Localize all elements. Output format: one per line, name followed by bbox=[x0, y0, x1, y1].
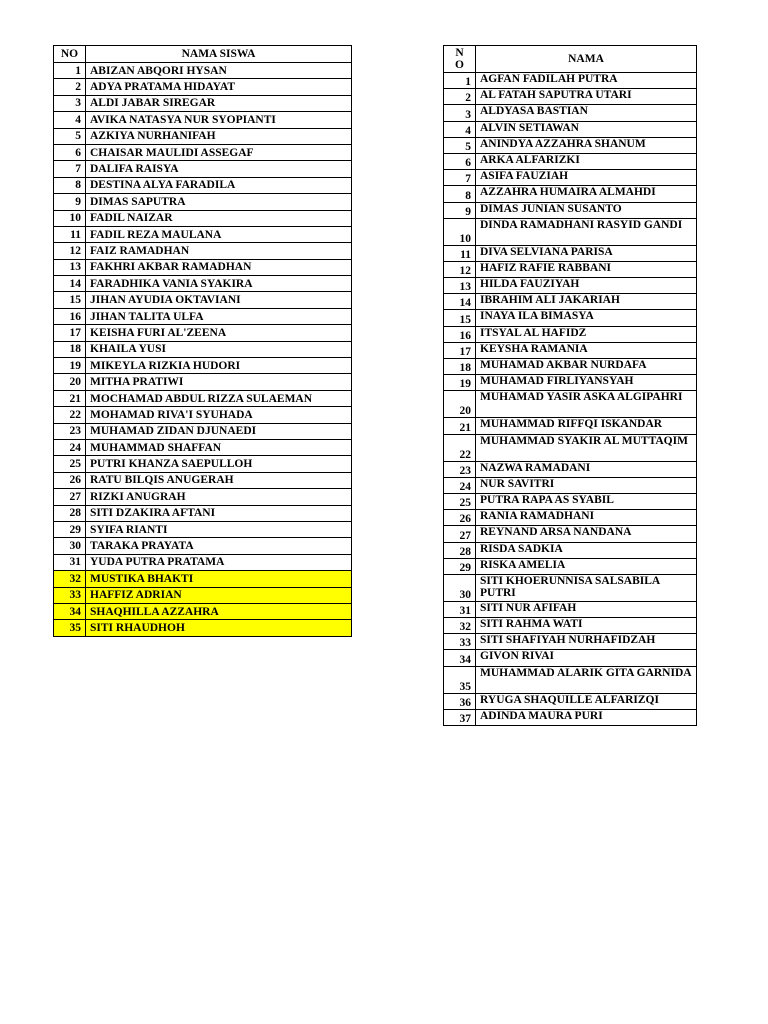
student-name: MUHAMAD ZIDAN DJUNAEDI bbox=[86, 423, 352, 439]
student-name: REYNAND ARSA NANDANA bbox=[476, 526, 697, 542]
table-row bbox=[444, 666, 697, 693]
table-row bbox=[54, 374, 352, 390]
student-table-left bbox=[53, 45, 352, 637]
student-name: ALDI JABAR SIREGAR bbox=[86, 95, 352, 111]
student-name: KEISHA FURI AL'ZEENA bbox=[86, 325, 352, 341]
row-number: 15 bbox=[444, 310, 476, 326]
table-row bbox=[444, 461, 697, 477]
row-number: 34 bbox=[54, 603, 86, 619]
table-row bbox=[54, 390, 352, 406]
student-name: MUHAMMAD RIFFQI ISKANDAR bbox=[476, 418, 697, 434]
row-number: 30 bbox=[444, 574, 476, 601]
student-name: MITHA PRATIWI bbox=[86, 374, 352, 390]
table-row bbox=[444, 434, 697, 461]
student-name: SITI NUR AFIFAH bbox=[476, 601, 697, 617]
student-name: GIVON RIVAI bbox=[476, 650, 697, 666]
table-row bbox=[54, 79, 352, 95]
row-number: 5 bbox=[444, 137, 476, 153]
student-name: MUHAMMAD SHAFFAN bbox=[86, 439, 352, 455]
column-header-name: NAMA bbox=[476, 46, 697, 73]
row-number: 29 bbox=[444, 558, 476, 574]
table-row bbox=[444, 574, 697, 601]
student-name: RATU BILQIS ANUGERAH bbox=[86, 472, 352, 488]
table-row bbox=[444, 153, 697, 169]
student-name: FARADHIKA VANIA SYAKIRA bbox=[86, 276, 352, 292]
student-name: AZKIYA NURHANIFAH bbox=[86, 128, 352, 144]
student-name: RYUGA SHAQUILLE ALFARIZQI bbox=[476, 693, 697, 709]
row-number: 31 bbox=[54, 554, 86, 570]
table-row bbox=[444, 375, 697, 391]
row-number: 8 bbox=[54, 177, 86, 193]
row-number: 7 bbox=[444, 170, 476, 186]
table-row bbox=[54, 194, 352, 210]
table-row bbox=[54, 276, 352, 292]
student-table-right bbox=[443, 45, 697, 726]
table-header-row bbox=[444, 46, 697, 73]
student-name: HAFIZ RAFIE RABBANI bbox=[476, 261, 697, 277]
student-name: SYIFA RIANTI bbox=[86, 521, 352, 537]
student-name: MUHAMMAD SYAKIR AL MUTTAQIM bbox=[476, 434, 697, 461]
row-number: 18 bbox=[54, 341, 86, 357]
column-header-name: NAMA SISWA bbox=[86, 46, 352, 63]
row-number: 30 bbox=[54, 538, 86, 554]
table-row bbox=[444, 693, 697, 709]
row-number: 36 bbox=[444, 693, 476, 709]
student-name: MUHAMAD AKBAR NURDAFA bbox=[476, 359, 697, 375]
row-number: 25 bbox=[54, 456, 86, 472]
table-row bbox=[444, 342, 697, 358]
row-number: 17 bbox=[444, 342, 476, 358]
row-number: 10 bbox=[54, 210, 86, 226]
student-name: MOCHAMAD ABDUL RIZZA SULAEMAN bbox=[86, 390, 352, 406]
student-name: JIHAN TALITA ULFA bbox=[86, 308, 352, 324]
student-name: ALVIN SETIAWAN bbox=[476, 121, 697, 137]
row-number: 22 bbox=[54, 407, 86, 423]
row-number: 27 bbox=[54, 489, 86, 505]
table-row bbox=[54, 341, 352, 357]
table-row bbox=[444, 558, 697, 574]
row-number: 8 bbox=[444, 186, 476, 202]
student-name: FAIZ RAMADHAN bbox=[86, 243, 352, 259]
student-name: NAZWA RAMADANI bbox=[476, 461, 697, 477]
student-name: YUDA PUTRA PRATAMA bbox=[86, 554, 352, 570]
row-number: 11 bbox=[444, 245, 476, 261]
row-number: 32 bbox=[444, 618, 476, 634]
student-name: FADIL REZA MAULANA bbox=[86, 226, 352, 242]
student-name: ALDYASA BASTIAN bbox=[476, 105, 697, 121]
table-row bbox=[54, 456, 352, 472]
table-row bbox=[54, 308, 352, 324]
student-name: MIKEYLA RIZKIA HUDORI bbox=[86, 358, 352, 374]
student-name: ANINDYA AZZAHRA SHANUM bbox=[476, 137, 697, 153]
table-body bbox=[444, 73, 697, 726]
table-row bbox=[444, 137, 697, 153]
student-name: DIMAS SAPUTRA bbox=[86, 194, 352, 210]
row-number: 25 bbox=[444, 493, 476, 509]
row-number: 27 bbox=[444, 526, 476, 542]
row-number: 17 bbox=[54, 325, 86, 341]
row-number: 14 bbox=[54, 276, 86, 292]
row-number: 23 bbox=[444, 461, 476, 477]
student-name: SITI DZAKIRA AFTANI bbox=[86, 505, 352, 521]
table-row bbox=[444, 310, 697, 326]
student-name: RANIA RAMADHANI bbox=[476, 510, 697, 526]
table-row bbox=[54, 587, 352, 603]
student-name: SITI RHAUDHOH bbox=[86, 620, 352, 636]
row-number: 16 bbox=[54, 308, 86, 324]
row-number: 10 bbox=[444, 218, 476, 245]
table-row bbox=[444, 294, 697, 310]
student-name: DIVA SELVIANA PARISA bbox=[476, 245, 697, 261]
row-number: 28 bbox=[444, 542, 476, 558]
row-number: 28 bbox=[54, 505, 86, 521]
student-name: AGFAN FADILAH PUTRA bbox=[476, 73, 697, 89]
row-number: 3 bbox=[54, 95, 86, 111]
student-name: KHAILA YUSI bbox=[86, 341, 352, 357]
student-name: FAKHRI AKBAR RAMADHAN bbox=[86, 259, 352, 275]
table-row bbox=[444, 261, 697, 277]
student-name: RIZKI ANUGRAH bbox=[86, 489, 352, 505]
table-row bbox=[444, 526, 697, 542]
row-number: 14 bbox=[444, 294, 476, 310]
row-number: 22 bbox=[444, 434, 476, 461]
row-number: 21 bbox=[444, 418, 476, 434]
table-row bbox=[54, 259, 352, 275]
student-name: ADYA PRATAMA HIDAYAT bbox=[86, 79, 352, 95]
table-row bbox=[444, 245, 697, 261]
table-row bbox=[54, 292, 352, 308]
table-row bbox=[444, 542, 697, 558]
table-row bbox=[54, 95, 352, 111]
student-name: MUHAMAD FIRLIYANSYAH bbox=[476, 375, 697, 391]
table-row bbox=[444, 218, 697, 245]
row-number: 7 bbox=[54, 161, 86, 177]
row-number: 1 bbox=[54, 63, 86, 79]
student-name: DINDA RAMADHANI RASYID GANDI bbox=[476, 218, 697, 245]
table-row bbox=[444, 186, 697, 202]
table-row bbox=[444, 418, 697, 434]
row-number: 32 bbox=[54, 571, 86, 587]
table-row bbox=[54, 112, 352, 128]
row-number: 1 bbox=[444, 73, 476, 89]
student-name: KEYSHA RAMANIA bbox=[476, 342, 697, 358]
row-number: 34 bbox=[444, 650, 476, 666]
table-row bbox=[444, 618, 697, 634]
table-row bbox=[54, 210, 352, 226]
table-body bbox=[54, 63, 352, 637]
table-row bbox=[444, 326, 697, 342]
student-name: ADINDA MAURA PURI bbox=[476, 709, 697, 725]
student-name: DIMAS JUNIAN SUSANTO bbox=[476, 202, 697, 218]
row-number: 33 bbox=[54, 587, 86, 603]
row-number: 16 bbox=[444, 326, 476, 342]
table-row bbox=[54, 358, 352, 374]
row-number: 12 bbox=[444, 261, 476, 277]
student-name: ASIFA FAUZIAH bbox=[476, 170, 697, 186]
row-number: 13 bbox=[444, 278, 476, 294]
row-number: 9 bbox=[444, 202, 476, 218]
table-row bbox=[54, 620, 352, 636]
student-name: AVIKA NATASYA NUR SYOPIANTI bbox=[86, 112, 352, 128]
row-number: 20 bbox=[444, 391, 476, 418]
student-name: CHAISAR MAULIDI ASSEGAF bbox=[86, 144, 352, 160]
student-name: MOHAMAD RIVA'I SYUHADA bbox=[86, 407, 352, 423]
student-name: PUTRA RAPA AS SYABIL bbox=[476, 493, 697, 509]
table-row bbox=[54, 521, 352, 537]
table-row bbox=[444, 634, 697, 650]
student-name: AZZAHRA HUMAIRA ALMAHDI bbox=[476, 186, 697, 202]
table-row bbox=[444, 601, 697, 617]
row-number: 24 bbox=[444, 477, 476, 493]
row-number: 4 bbox=[54, 112, 86, 128]
student-name: DALIFA RAISYA bbox=[86, 161, 352, 177]
column-header-no bbox=[444, 46, 476, 73]
table-row bbox=[54, 489, 352, 505]
row-number: 2 bbox=[54, 79, 86, 95]
table-row bbox=[444, 89, 697, 105]
row-number: 19 bbox=[444, 375, 476, 391]
table-row bbox=[54, 243, 352, 259]
row-number: 21 bbox=[54, 390, 86, 406]
row-number: 29 bbox=[54, 521, 86, 537]
row-number: 26 bbox=[444, 510, 476, 526]
student-name: IBRAHIM ALI JAKARIAH bbox=[476, 294, 697, 310]
student-name: HAFFIZ ADRIAN bbox=[86, 587, 352, 603]
column-header-no: NO bbox=[54, 46, 86, 63]
table-row bbox=[54, 144, 352, 160]
table-row bbox=[444, 650, 697, 666]
row-number: 5 bbox=[54, 128, 86, 144]
row-number: 6 bbox=[444, 153, 476, 169]
student-name: AL FATAH SAPUTRA UTARI bbox=[476, 89, 697, 105]
table-row bbox=[54, 505, 352, 521]
table-row bbox=[444, 105, 697, 121]
row-number: 18 bbox=[444, 359, 476, 375]
table-row bbox=[444, 170, 697, 186]
table-row bbox=[54, 161, 352, 177]
student-name: SITI RAHMA WATI bbox=[476, 618, 697, 634]
row-number: 23 bbox=[54, 423, 86, 439]
row-number: 3 bbox=[444, 105, 476, 121]
student-name: ARKA ALFARIZKI bbox=[476, 153, 697, 169]
table-row bbox=[54, 407, 352, 423]
table-row bbox=[444, 73, 697, 89]
student-name: FADIL NAIZAR bbox=[86, 210, 352, 226]
table-row bbox=[444, 359, 697, 375]
table-row bbox=[444, 202, 697, 218]
student-name: SITI SHAFIYAH NURHAFIDZAH bbox=[476, 634, 697, 650]
table-row bbox=[54, 177, 352, 193]
row-number: 11 bbox=[54, 226, 86, 242]
table-row bbox=[444, 278, 697, 294]
student-name: HILDA FAUZIYAH bbox=[476, 278, 697, 294]
row-number: 35 bbox=[54, 620, 86, 636]
table-row bbox=[54, 423, 352, 439]
table-row bbox=[444, 391, 697, 418]
student-name: RISDA SADKIA bbox=[476, 542, 697, 558]
table-row bbox=[54, 63, 352, 79]
student-name: MUHAMMAD ALARIK GITA GARNIDA bbox=[476, 666, 697, 693]
table-row bbox=[54, 571, 352, 587]
student-name: INAYA ILA BIMASYA bbox=[476, 310, 697, 326]
table-row bbox=[54, 603, 352, 619]
student-name: SHAQHILLA AZZAHRA bbox=[86, 603, 352, 619]
column-header-no-line2: O bbox=[455, 59, 464, 71]
row-number: 9 bbox=[54, 194, 86, 210]
row-number: 19 bbox=[54, 358, 86, 374]
table-row bbox=[54, 128, 352, 144]
student-name: ABIZAN ABQORI HYSAN bbox=[86, 63, 352, 79]
student-name: SITI KHOERUNNISA SALSABILA PUTRI bbox=[476, 574, 697, 601]
table-row bbox=[54, 554, 352, 570]
student-name: MUHAMAD YASIR ASKA ALGIPAHRI bbox=[476, 391, 697, 418]
row-number: 15 bbox=[54, 292, 86, 308]
student-name: JIHAN AYUDIA OKTAVIANI bbox=[86, 292, 352, 308]
row-number: 4 bbox=[444, 121, 476, 137]
column-header-no-line1: N bbox=[455, 47, 464, 59]
row-number: 20 bbox=[54, 374, 86, 390]
row-number: 12 bbox=[54, 243, 86, 259]
table-row bbox=[444, 709, 697, 725]
table-row bbox=[444, 121, 697, 137]
row-number: 26 bbox=[54, 472, 86, 488]
row-number: 37 bbox=[444, 709, 476, 725]
row-number: 6 bbox=[54, 144, 86, 160]
student-name: MUSTIKA BHAKTI bbox=[86, 571, 352, 587]
student-name: DESTINA ALYA FARADILA bbox=[86, 177, 352, 193]
student-name: RISKA AMELIA bbox=[476, 558, 697, 574]
row-number: 13 bbox=[54, 259, 86, 275]
row-number: 33 bbox=[444, 634, 476, 650]
row-number: 35 bbox=[444, 666, 476, 693]
row-number: 31 bbox=[444, 601, 476, 617]
table-header-row bbox=[54, 46, 352, 63]
student-name: PUTRI KHANZA SAEPULLOH bbox=[86, 456, 352, 472]
table-row bbox=[444, 477, 697, 493]
table-row bbox=[444, 493, 697, 509]
table-row bbox=[54, 472, 352, 488]
student-name: ITSYAL AL HAFIDZ bbox=[476, 326, 697, 342]
table-row bbox=[54, 226, 352, 242]
table-row bbox=[444, 510, 697, 526]
table-row bbox=[54, 439, 352, 455]
row-number: 24 bbox=[54, 439, 86, 455]
table-row bbox=[54, 538, 352, 554]
student-name: TARAKA PRAYATA bbox=[86, 538, 352, 554]
row-number: 2 bbox=[444, 89, 476, 105]
student-name: NUR SAVITRI bbox=[476, 477, 697, 493]
table-row bbox=[54, 325, 352, 341]
